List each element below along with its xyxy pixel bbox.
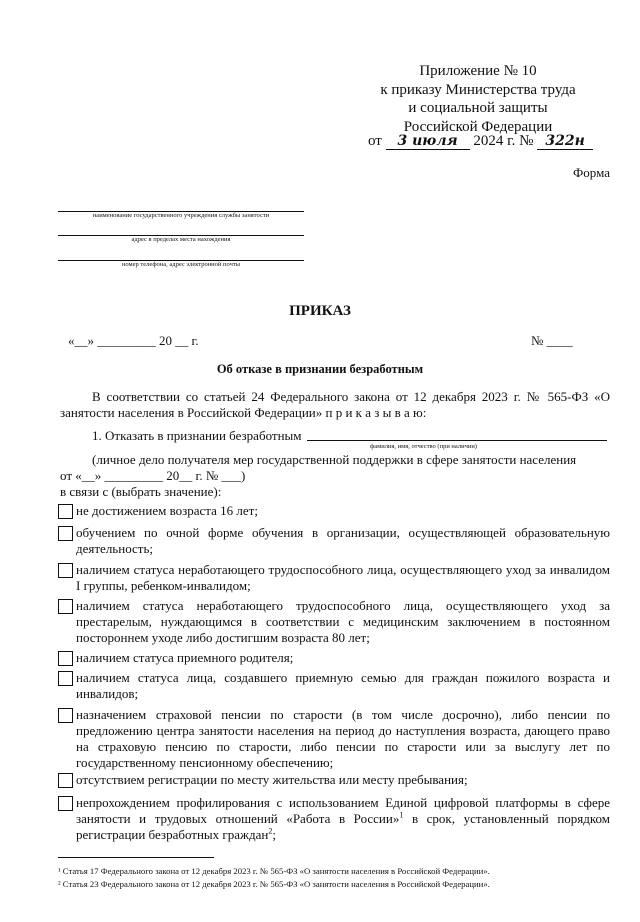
name-caption: фамилия, имя, отчество (при наличии) [370,443,477,450]
option-item[interactable] [58,707,610,771]
case-line: (личное дело получателя мер государственной поддержки в сфере занятости населения [92,452,577,467]
option-checkbox[interactable] [58,563,73,578]
option-text: наличием статуса неработающего трудоспособного лица, осуществляющего уход за инвалидом I группы, ребенком-инвалидом; [76,562,610,593]
option-item[interactable] [58,503,610,519]
option-checkbox[interactable] [58,599,73,614]
option-item[interactable] [58,795,610,843]
reason-label: в связи с (выбрать значение): [60,484,222,499]
option-text: наличием статуса лица, создавшего приемную семью для граждан пожилого возраста и инвалидов; [76,670,610,701]
order-number-field: № ____ [531,333,573,348]
item1-label: 1. Отказать в признании безработным [92,428,302,443]
option-text: наличием статуса неработающего трудоспособного лица, осуществляющего уход за престарелым, нуждающимся в соответствии с медицинским заключением в постоянном постороннем уходе либо достигшим возраста 80 лет; [76,598,610,645]
option-checkbox[interactable] [58,773,73,788]
handwritten-date: 3 июля [386,133,470,150]
form-label: Форма [573,165,610,180]
appendix-line: к приказу Министерства труда [380,81,576,98]
option-checkbox[interactable] [58,671,73,686]
option-text: обучением по очной форме обучения в организации, осуществляющей образовательную деятельность; [76,525,610,556]
option-text: не достижением возраста 16 лет; [76,503,258,518]
appendix-header [360,62,596,136]
name-fill-line [307,440,607,441]
org-address-caption: адрес в пределах места нахождения [131,236,231,243]
intro-paragraph: В соответствии со статьей 24 Федерального закона от 12 декабря 2023 г. № 565-ФЗ «О занятости населения в Российской Федерации» п р и к а з ы в а ю: [60,389,610,420]
option-item[interactable] [58,525,610,557]
case-date-line: от «__» _________ 20__ г. № ___) [60,468,246,483]
order-reference [368,133,593,150]
appendix-number: Приложение № 10 [419,63,537,79]
option-item[interactable] [58,670,610,702]
order-date-field: «__» _________ 20 __ г. [68,333,199,348]
document-subtitle: Об отказе в признании безработным [216,362,424,376]
appendix-line: и социальной защиты [408,100,548,116]
option-checkbox[interactable] [58,504,73,519]
option-item[interactable] [58,650,610,666]
footnote-divider [58,857,214,858]
option-text: назначением страховой пенсии по старости (в том числе досрочно), либо пенсии по предложению центра занятости населения на период до наступления возраста, дающего право на страховую пенсию по старости, либо пенсии по старости или за выслугу лет по государственному пенсионному обеспечению; [76,707,610,770]
appendix-line: Российской Федерации [403,118,553,135]
option-item[interactable] [58,562,610,594]
handwritten-number: 322н [537,133,593,150]
option-item[interactable] [58,772,610,788]
org-contacts-caption: номер телефона, адрес электронной почты [121,261,241,268]
document-title: ПРИКАЗ [289,303,351,319]
option-checkbox[interactable] [58,651,73,666]
org-name-caption: наименование государственного учреждения службы занятости [92,212,270,219]
option-item[interactable] [58,598,610,646]
footnote: ² Статья 23 Федерального закона от 12 декабря 2023 г. № 565-ФЗ «О занятости населения в Российской Федерации». [58,879,490,889]
option-checkbox[interactable] [58,708,73,723]
order-prefix: от [368,133,382,149]
order-year: 2024 г. № [473,133,534,149]
option-text: отсутствием регистрации по месту жительства или месту пребывания; [76,772,468,787]
option-checkbox[interactable] [58,526,73,541]
option-checkbox[interactable] [58,796,73,811]
option-text: непрохождением профилирования с использованием Единой цифровой платформы в сфере занятости и трудовых отношений «Работа в России»$^1$ в срок, установленный порядком регистрации безработных граждан$^2$; [76,795,611,842]
option-text: наличием статуса приемного родителя; [76,650,294,665]
footnote: ¹ Статья 17 Федерального закона от 12 декабря 2023 г. № 565-ФЗ «О занятости населения в Российской Федерации». [58,866,490,876]
